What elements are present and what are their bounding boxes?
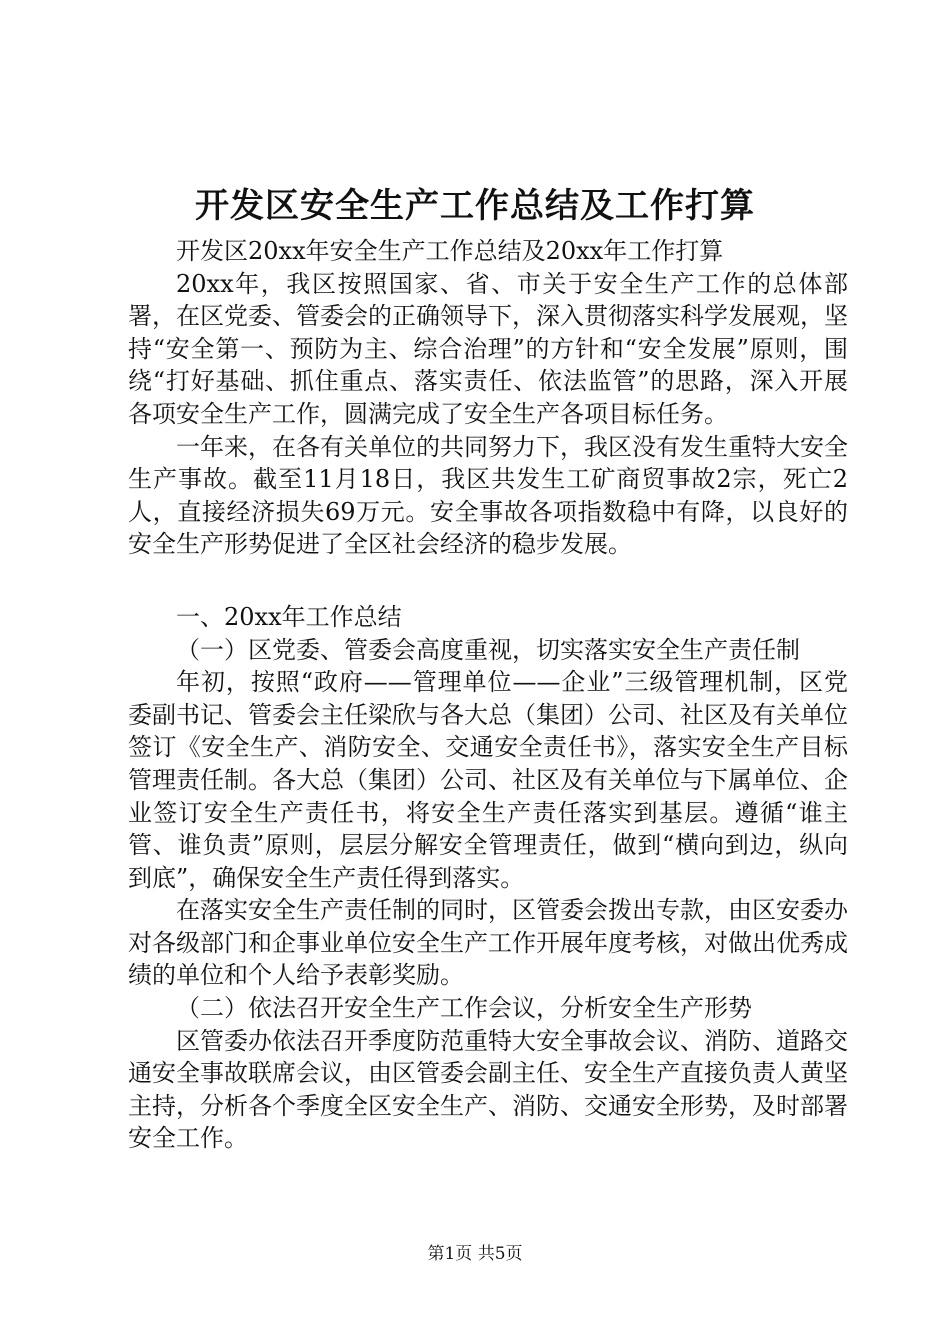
subsection-heading: （一）区党委、管委会高度重视，切实落实安全生产责任制 (176, 635, 800, 664)
document-title: 开发区安全生产工作总结及工作打算 (195, 186, 755, 226)
subsection-heading: （二）依法召开安全生产工作会议，分析安全生产形势 (176, 994, 752, 1023)
document-body (128, 235, 848, 1155)
paragraph-gap (128, 561, 848, 601)
intro-paragraph: 20xx年，我区按照国家、省、市关于安全生产工作的总体部署，在区党委、管委会的正确领导下，深入贯彻落实科学发展观，坚持“安全第一、预防为主、综合治理”的方针和“安全发展”原则，围绕“打好基础、抓住重点、落实责任、依法监管”的思路，深入开展各项安全生产工作，圆满完成了安全生产各项目标任务。 (128, 269, 848, 428)
document-subtitle: 开发区20xx年安全生产工作总结及20xx年工作打算 (176, 237, 724, 265)
page-number-footer: 第1页 共5页 (427, 1244, 523, 1264)
summary-paragraph: 一年来，在各有关单位的共同努力下，我区没有发生重特大安全生产事故。截至11月18日，我区共发生工矿商贸事故2宗，死亡2人，直接经济损失69万元。安全事故各项指数稳中有降，以良好的安全生产形势促进了全区社会经济的稳步发展。 (128, 432, 848, 559)
section-heading: 一、20xx年工作总结 (176, 602, 402, 631)
body-paragraph: 区管委办依法召开季度防范重特大安全事故会议、消防、道路交通安全事故联席会议，由区管委会副主任、安全生产直接负责人黄坚主持，分析各个季度全区安全生产、消防、交通安全形势，及时部署安全工作。 (128, 1026, 848, 1153)
body-paragraph: 在落实安全生产责任制的同时，区管委会拨出专款，由区安委办对各级部门和企事业单位安全生产工作开展年度考核，对做出优秀成绩的单位和个人给予表彰奖励。 (128, 896, 848, 990)
body-paragraph: 年初，按照“政府——管理单位——企业”三级管理机制，区党委副书记、管委会主任梁欣与各大总（集团）公司、社区及有关单位签订《安全生产、消防安全、交通安全责任书》，落实安全生产目标管理责任制。各大总（集团）公司、社区及有关单位与下属单位、企业签订安全生产责任书，将安全生产责任落实到基层。遵循“谁主管、谁负责”原则，层层分解安全管理责任，做到“横向到边，纵向到底”，确保安全生产责任得到落实。 (128, 668, 848, 892)
